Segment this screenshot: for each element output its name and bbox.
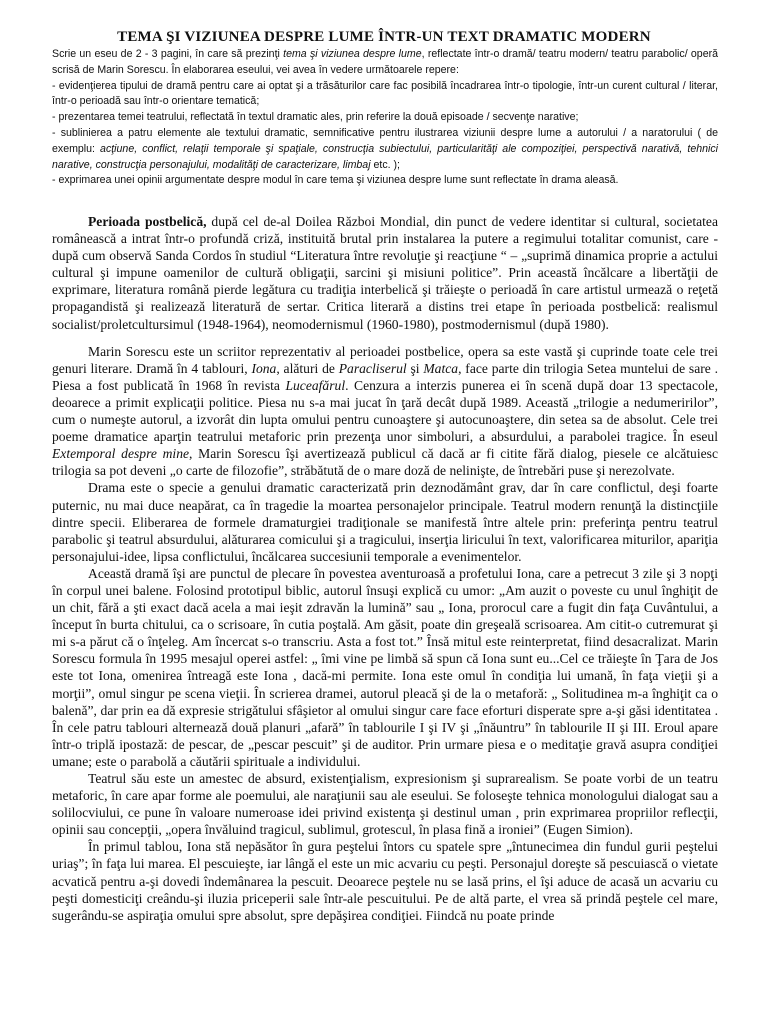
page-title: TEMA ŞI VIZIUNEA DESPRE LUME ÎNTR-UN TEXT DRAMATIC MODERN bbox=[117, 29, 651, 45]
task-instructions bbox=[52, 47, 718, 189]
essay-paragraph: Această dramă îşi are punctul de plecare în povestea aventuroasă a profetului Iona, care a petrecut 3 zile şi 3 nopţi în corpul unei balene. Folosind prototipul biblic, autorul însuşi explică cu umor: „Am auzit o poveste cu unul înghiţit de un chit, fără a şti exact dacă acela a mai ieşit zdravăn la lumină” sau „ Iona, prorocul care a fugit din faţa Cuvântului, a început în burta chitului, ca o scrisoare, în cutia poştală. Am găsit, poate din greşeală scrisoarea. Am citit-o cutremurat şi mi s-a părut că o înţeleg. Am încercat s-o transcriu. Asta a fost tot.” Însă mitul este reinterpretat, fiind desacralizat. Marin Sorescu formula în 1995 mesajul operei astfel: „ îmi vine pe limbă să spun că Iona sunt eu...Cel ce trăieşte în Ţara de Jos este tot Iona, omenirea întreagă este Iona , dacă-mi permite. Iona este omul în condiţia lui umană, în faţa vieţii şi a morţii”, omul singur pe scena vieţii. În scrierea dramei, autorul pleacă şi de la o metaforă: „ Solitudinea m-a înghiţit ca o balenă”, dar prin ea dă expresie strigătului sfâşietor al omului singur care face eforturi disperate spre a-şi găsi identitatea . În cele patru tablouri alternează două planuri „afară” în tablourile I şi IV şi „înăuntru” în tablourile II şi III. Eroul apare într-o triplă ipostază: de pescar, de „pescar pescuit” şi de auditor. Prin urmare piesa e o meditaţie gravă asupra condiţiei umane; este o parabolă a căutării spirituale a individului. bbox=[52, 565, 718, 769]
task-bullet: - prezentarea temei teatrului, reflectată în textul dramatic ales, prin referire la două episoade / secvenţe narative; bbox=[52, 111, 579, 124]
task-bullet: - sublinierea a patru elemente ale textului dramatic, semnificative pentru ilustrarea viziunii despre lume a autorului / a naratorului ( de exemplu: acţiune, conflict, relaţii temporale şi spaţiale, construcţia subiectului, particularităţi ale compoziţiei, perspectivă narativă, tehnici narative, construcţia personajului, modalităţi de caracterizare, limbaj etc. ); bbox=[52, 126, 719, 171]
task-intro: Scrie un eseu de 2 - 3 pagini, în care să prezinţi tema şi viziunea despre lume, reflectate într-o dramă/ teatru modern/ teatru parabolic/ operă scrisă de Marin Sorescu. În elaborarea eseului, vei avea în vedere următoarele repere: bbox=[52, 48, 719, 76]
essay-paragraph: Drama este o specie a genului dramatic caracterizată prin deznodământ grav, dar în care conflictul, deşi foarte puternic, nu mai duce neapărat, ca în tragedie la moartea personajelor principale. Teatrul modern renunţă la distincţiile dintre specii. Eliberarea de formele dramaturgiei tradiţionale se manifestă între altele prin: preferinţa pentru teatrul parabolic şi teatrul absurdului, alăturarea comicului şi a tragicului, inserţia liricului în text, valorificarea miturilor, apariţia personajului-idee, lipsa conflictului, încălcarea succesiunii temporale a evenimentelor. bbox=[52, 480, 718, 564]
essay-paragraph: În primul tablou, Iona stă nepăsător în gura peştelui întors cu spatele spre „întunecimea din fundul gurii peştelui uriaş”; în faţa lui marea. El pescuieşte, iar lângă el este un mic acvariu cu peşti. Personajul doreşte să pescuiască o vietate acvatică pentru a-şi dovedi îndemânarea la pescuit. Deoarece peştele nu se lasă prins, el îşi aduce de acasă un acvariu cu peşti domesticiţi creându-şi iluzia priceperii sale într-ale pescuitului. Pe de altă parte, el vrea să prindă peştele cel mare, sugerându-se aspiraţia omului spre absolut, spre depăşirea condiţiei. Fiindcă nu poate prinde bbox=[52, 839, 718, 923]
essay-body bbox=[52, 213, 718, 924]
essay-paragraph: Teatrul său este un amestec de absurd, existenţialism, expresionism şi suprarealism. Se poate vorbi de un teatru metaforic, în care apar forme ale poemului, ale naraţiunii sau ale eseului. Se foloseşte tehnica monologului dialogat sau a solilocviului, ce pune în valoare numeroase idei privind existenţa şi destinul uman , prin exprimarea propriilor reflecţii, opinii sau concepţii, „opera învăluind tragicul, sublimul, grotescul, în plasa fină a ironiei” (Eugen Simion). bbox=[52, 771, 718, 838]
task-bullet: - evidenţierea tipului de dramă pentru care ai optat şi a trăsăturilor care fac posibilă încadrarea într-o tipologie, într-un curent cultural / literar, într-o perioadă sau într-o orientare tematică; bbox=[52, 79, 718, 108]
essay-paragraph: Perioada postbelică, după cel de-al Doilea Război Mondial, din punct de vedere identitar si cultural, societatea românească a intrat într-o profundă criză, instituită brutal prin instalarea la putere a regimului totalitar comunist, care - după cum observă Sanda Cordos în studiul “Literatura între revoluţie şi reacţiune “ – „suprimă dinamica proprie a actului cultural şi impune oamenilor de cultură obligaţii, sarcini şi misiuni politice”. Prin această încălcare a libertăţii de exprimare, literatura română pierde legătura cu tradiţia interbelică şi trăieşte o perioadă în care artistul urmează o reţetă propagandistă şi realizează literatură de sertar. Critica literară a distins trei etape în perioada postbelică: realismul socialist/proletcultursimul (1948-1964), neomodernismul (1960-1980), postmodernismul (după 1980). bbox=[52, 214, 718, 332]
task-bullet: - exprimarea unei opinii argumentate despre modul în care tema şi viziunea despre lume sunt reflectate în drama aleasă. bbox=[52, 174, 619, 187]
essay-paragraph: Marin Sorescu este un scriitor reprezentativ al perioadei postbelice, opera sa este vastă şi cuprinde toate cele trei genuri literare. Dramă în 4 tablouri, Iona, alături de Paracliserul şi Matca, face parte din trilogia Setea muntelui de sare . Piesa a fost publicată în 1968 în revista Luceafărul. Cenzura a interzis punerea ei în scenă după doar 13 spectacole, deoarece a primit explicaţii politice. Piesa nu s-a mai jucat în ţară decât după 1989. Această „trilogie a nedumeririlor”, cum o numeşte autorul, a izvorât din lupta omului pentru cunoaştere şi autocunoaştere, din setea sa de absolut. Cele trei poeme dramatice aparţin teatrului metaforic prin prezenţa unor simboluri, a absurdului, a parabolei tragice. În eseul Extemporal despre mine, Marin Sorescu îşi avertizează publicul că dacă ar fi citite fără dialog, piesele ce alcătuiesc trilogia sa pot deveni „o carte de filozofie”, străbătută de o mare doză de nelinişte, de întrebări puse şi nerezolvate. bbox=[52, 343, 718, 479]
